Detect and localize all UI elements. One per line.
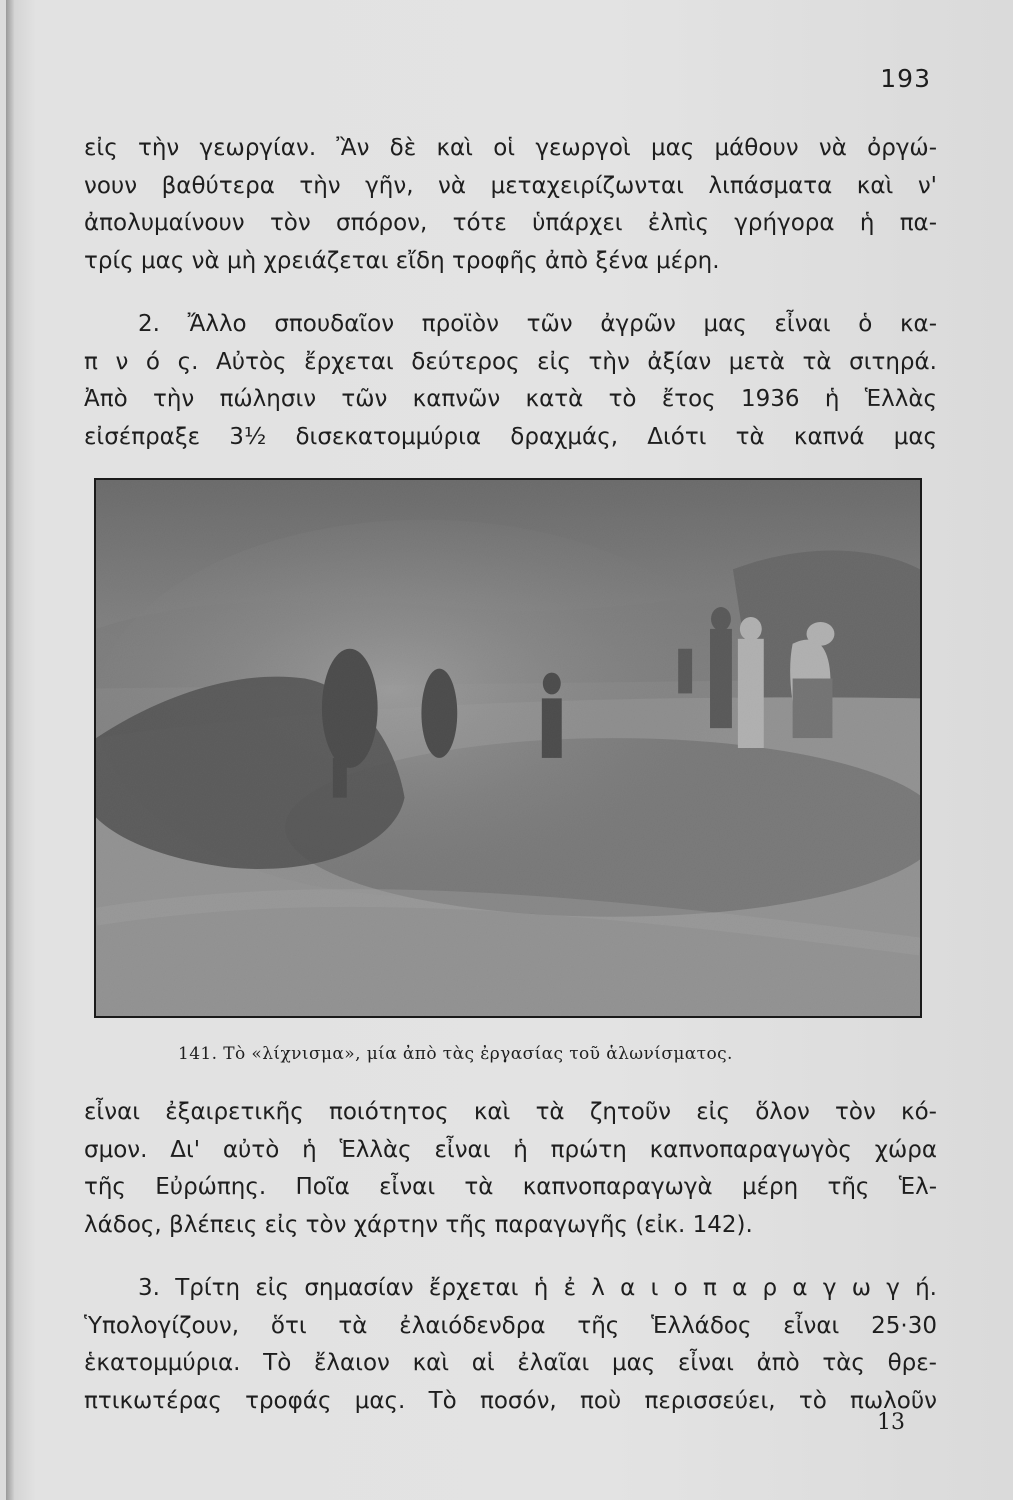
paragraph-1 bbox=[84, 130, 937, 280]
paragraph-3 bbox=[84, 1094, 937, 1244]
paragraph-2-line-2: π ν ό ς. Αὐτὸς ἔρχεται δεύτερος εἰς τὴν ἀξίαν μετὰ τὰ σιτηρά. bbox=[84, 348, 937, 375]
paragraph-2-line-3: Ἀπὸ τὴν πώλησιν τῶν καπνῶν κατὰ τὸ ἔτος 1936 ἡ Ἑλλὰς bbox=[84, 386, 937, 412]
paragraph-2-line-1: 2. Ἄλλο σπουδαῖον προϊὸν τῶν ἀγρῶν μας εἶναι ὁ κα- bbox=[138, 311, 937, 337]
paragraph-3-line-1: εἶναι ἐξαιρετικῆς ποιότητος καὶ τὰ ζητοῦν εἰς ὅλον τὸν κό- bbox=[84, 1099, 937, 1125]
paragraph-3-line-2: σμον. Δι' αὐτὸ ἡ Ἑλλὰς εἶναι ἡ πρώτη καπνοπαραγωγὸς χώρα bbox=[84, 1136, 937, 1163]
paragraph-2 bbox=[84, 306, 937, 456]
paragraph-1-line-2: νουν βαθύτερα τὴν γῆν, νὰ μεταχειρίζωνται λιπάσματα καὶ ν' bbox=[84, 172, 937, 199]
threshing-photo-image bbox=[96, 480, 920, 1016]
paragraph-3-line-4: λάδος, βλέπεις εἰς τὸν χάρτην τῆς παραγωγῆς (εἰκ. 142). bbox=[84, 1211, 753, 1238]
paragraph-4-line-4: πτικωτέρας τροφάς μας. Τὸ ποσόν, ποὺ περισσεύει, τὸ πωλοῦν bbox=[84, 1387, 937, 1414]
paragraph-3-line-3: τῆς Εὐρώπης. Ποῖα εἶναι τὰ καπνοπαραγωγὰ μέρη τῆς Ἑλ- bbox=[84, 1174, 937, 1200]
paragraph-2-line-4: εἰσέπραξε 3½ δισεκατομμύρια δραχμάς, Διότι τὰ καπνά μας bbox=[84, 423, 937, 450]
paragraph-1-line-1: εἰς τὴν γεωργίαν. Ἂν δὲ καὶ οἱ γεωργοὶ μας μάθουν νὰ ὀργώ- bbox=[84, 135, 937, 161]
figure-caption: 141. Τὸ «λίχνισμα», μία ἀπὸ τὰς ἐργασίας τοῦ ἁλωνίσματος. bbox=[178, 1044, 733, 1064]
paragraph-4-line-1: 3. Τρίτη εἰς σημασίαν ἔρχεται ἡ ἐ λ α ι ο π α ρ α γ ω γ ή. bbox=[138, 1275, 937, 1301]
page-number: 193 bbox=[880, 64, 931, 93]
paragraph-4 bbox=[84, 1270, 937, 1420]
paragraph-1-line-4: τρίς μας νὰ μὴ χρειάζεται εἴδη τροφῆς ἀπὸ ξένα μέρη. bbox=[84, 247, 720, 274]
signature-number: 13 bbox=[877, 1410, 905, 1435]
book-page bbox=[6, 0, 1013, 1500]
paragraph-4-line-3: ἑκατομμύρια. Τὸ ἔλαιον καὶ αἱ ἐλαῖαι μας εἶναι ἀπὸ τὰς θρε- bbox=[84, 1350, 937, 1376]
page-edge bbox=[6, 0, 14, 1500]
paragraph-1-line-3: ἀπολυμαίνουν τὸν σπόρον, τότε ὑπάρχει ἐλπὶς γρήγορα ἡ πα- bbox=[84, 210, 937, 236]
paragraph-4-line-2: Ὑπολογίζουν, ὅτι τὰ ἐλαιόδενδρα τῆς Ἑλλάδος εἶναι 25·30 bbox=[84, 1312, 937, 1339]
threshing-photo bbox=[94, 478, 922, 1018]
